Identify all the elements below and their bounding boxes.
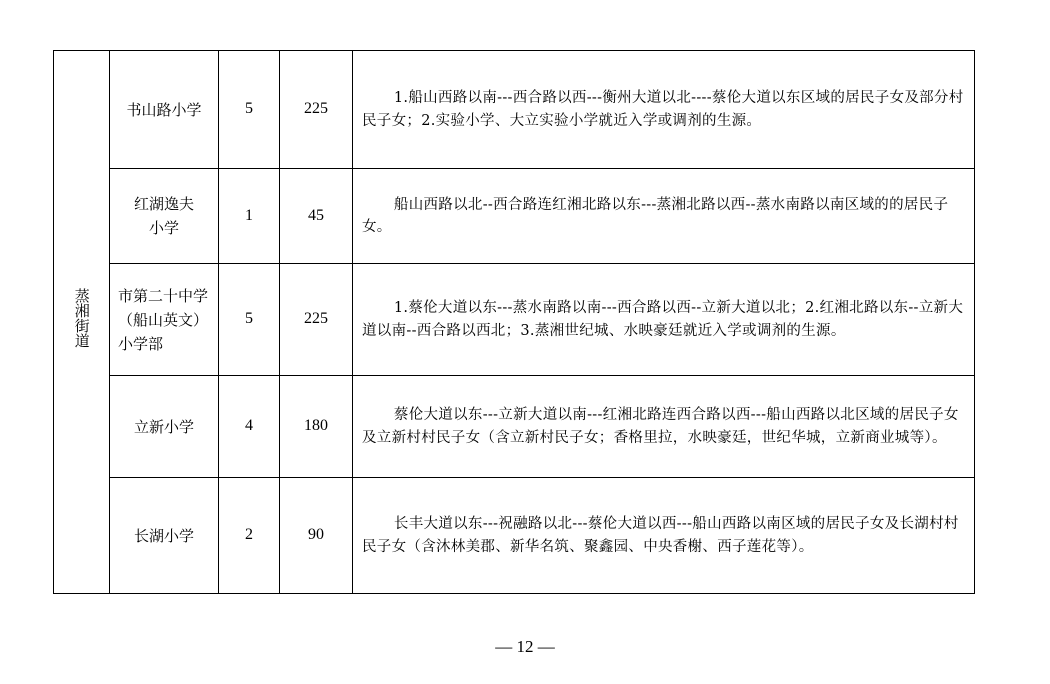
student-count: 180 (304, 417, 328, 435)
students-cell (280, 169, 353, 264)
student-count: 225 (304, 310, 328, 328)
enrollment-area-text: 蔡伦大道以东---立新大道以南---红湘北路连西合路以西---船山西路以北区域的居民子女及立新村村民子女（含立新村民子女；香格里拉，水映豪廷，世纪华城，立新商业城等）。 (362, 407, 959, 446)
students-cell (280, 51, 353, 169)
students-cell (280, 376, 353, 478)
class-count: 4 (245, 417, 253, 435)
school-cell (110, 264, 219, 376)
district-cell (54, 51, 110, 594)
area-cell (353, 478, 975, 594)
classes-cell (219, 51, 280, 169)
area-cell (353, 169, 975, 264)
students-cell (280, 478, 353, 594)
class-count: 1 (245, 206, 253, 224)
classes-cell (219, 376, 280, 478)
table-row (54, 376, 975, 478)
class-count: 5 (245, 310, 253, 328)
table-row (54, 169, 975, 264)
area-cell (353, 264, 975, 376)
enrollment-area-text: 长丰大道以东---祝融路以北---蔡伦大道以西---船山西路以南区域的居民子女及长湖村村民子女（含沐林美郡、新华名筑、聚鑫园、中央香榭、西子莲花等）。 (362, 516, 959, 555)
table-row (54, 264, 975, 376)
school-district-table (53, 50, 975, 594)
school-name: 立新小学 (133, 417, 194, 436)
student-count: 45 (308, 206, 324, 224)
table-row (54, 478, 975, 594)
page-number: — 12 — (495, 637, 555, 656)
district-label: 蒸湘街道 (72, 288, 91, 349)
classes-cell (219, 169, 280, 264)
school-name: 书山路小学 (126, 100, 202, 119)
area-cell (353, 376, 975, 478)
student-count: 90 (308, 526, 324, 544)
classes-cell (219, 478, 280, 594)
student-count: 225 (304, 100, 328, 118)
school-cell (110, 376, 219, 478)
area-cell (353, 51, 975, 169)
school-name: 红湖逸夫小学 (133, 195, 194, 237)
enrollment-area-text: 船山西路以北--西合路连红湘北路以东---蒸湘北路以西--蒸水南路以南区域的的居民子女。 (362, 196, 949, 235)
students-cell (280, 264, 353, 376)
class-count: 2 (245, 526, 253, 544)
school-cell (110, 478, 219, 594)
school-cell (110, 169, 219, 264)
classes-cell (219, 264, 280, 376)
class-count: 5 (245, 100, 253, 118)
enrollment-area-text: 1.蔡伦大道以东---蒸水南路以南---西合路以西--立新大道以北；2.红湘北路以东--立新大道以南--西合路以西北；3.蒸湘世纪城、水映豪廷就近入学或调剂的生源。 (362, 300, 964, 339)
table-row (54, 51, 975, 169)
enrollment-area-text: 1.船山西路以南---西合路以西---衡州大道以北----蔡伦大道以东区域的居民子女及部分村民子女；2.实验小学、大立实验小学就近入学或调剂的生源。 (362, 90, 964, 129)
school-cell (110, 51, 219, 169)
school-name: 长湖小学 (133, 526, 194, 545)
school-name: 市第二十中学（船山英文）小学部 (118, 286, 209, 353)
